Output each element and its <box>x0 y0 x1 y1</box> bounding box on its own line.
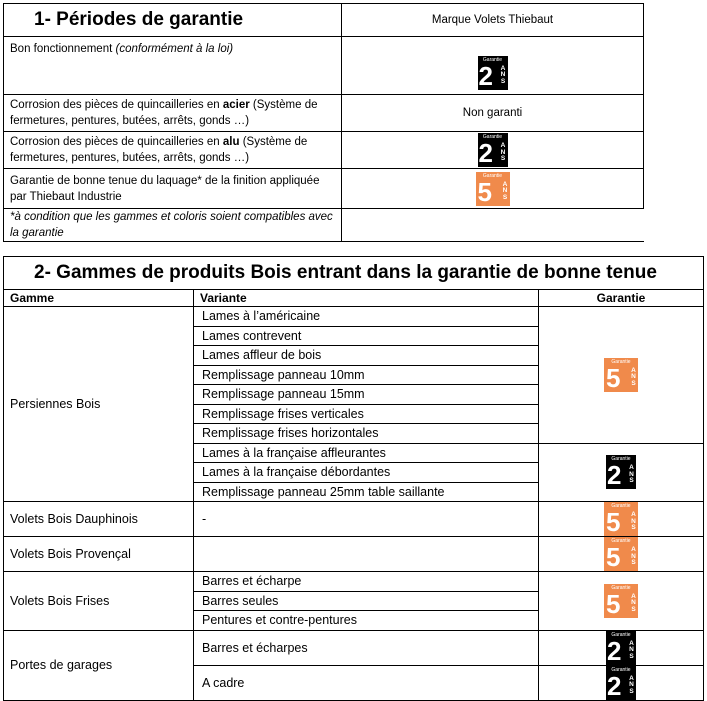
row-label: Bon fonctionnement <box>10 43 113 55</box>
variant-cell: Lames contrevent <box>194 326 539 346</box>
badge-header: Garantie <box>482 56 503 63</box>
garantie-cell <box>539 630 704 665</box>
row-corrosion-acier <box>4 95 342 132</box>
badge-number: 2 <box>478 138 493 168</box>
badge-number: 2 <box>607 635 622 666</box>
badge-header: Garantie <box>611 358 631 365</box>
badge-header: Garantie <box>611 503 631 509</box>
badge-unit: ANS <box>631 366 636 387</box>
badge-number: 5 <box>606 542 621 572</box>
variant-cell: Pentures et contre-pentures <box>194 611 539 631</box>
badge-unit: ANS <box>631 511 636 531</box>
footnote-empty <box>342 209 644 242</box>
variant-cell: Remplissage panneau 10mm <box>194 365 539 385</box>
variant-cell: Remplissage panneau 25mm table saillante <box>194 482 539 502</box>
warranty-2-years-badge <box>606 631 636 665</box>
variant-cell: Barres seules <box>194 591 539 611</box>
variant-cell: Remplissage panneau 15mm <box>194 385 539 405</box>
badge-number: 5 <box>606 507 621 537</box>
garantie-cell <box>539 443 704 502</box>
variant-cell: Barres et écharpe <box>194 572 539 592</box>
garantie-cell <box>539 307 704 444</box>
badge-cell <box>342 37 644 95</box>
non-garanti-value: Non garanti <box>342 95 644 132</box>
warranty-2-years-badge <box>606 666 636 700</box>
variant-cell: Lames affleur de bois <box>194 346 539 366</box>
warranty-5-years-badge <box>604 537 638 571</box>
badge-unit: ANS <box>629 464 634 485</box>
variant-cell: Barres et écharpes <box>194 630 539 665</box>
variant-cell: Lames à l’américaine <box>194 307 539 327</box>
row-bon-fonctionnement <box>4 37 342 95</box>
gamme-dauphinois: Volets Bois Dauphinois <box>4 502 194 537</box>
badge-number: 5 <box>606 588 621 619</box>
header-garantie: Garantie <box>539 290 704 307</box>
brand-header: Marque Volets Thiebaut <box>342 4 644 37</box>
row-laquage: Garantie de bonne tenue du laquage* de la finition appliquée par Thiebaut Industrie <box>4 169 342 209</box>
garantie-cell <box>539 665 704 700</box>
row-note: (conformément à la loi) <box>115 43 234 55</box>
row-label-bold: alu <box>222 136 240 148</box>
badge-header: Garantie <box>611 456 631 463</box>
variant-cell: Lames à la française débordantes <box>194 463 539 483</box>
warranty-5-years-badge <box>476 172 510 206</box>
garantie-cell <box>539 537 704 572</box>
warranty-5-years-badge <box>604 358 638 392</box>
badge-number: 5 <box>606 362 621 393</box>
badge-cell <box>342 169 644 209</box>
warranty-periods-table <box>3 3 644 242</box>
variant-cell: - <box>194 502 539 537</box>
badge-header: Garantie <box>482 172 503 179</box>
row-label-post: (Système de fermetures, pentures, butées, arrêts, gonds …) <box>10 136 308 164</box>
section1-title: 1- Périodes de garantie <box>4 4 342 37</box>
garantie-cell <box>539 502 704 537</box>
row-label-bold: acier <box>222 99 250 111</box>
warranty-2-years-badge <box>606 455 636 489</box>
badge-header: Garantie <box>611 584 631 591</box>
row-label-pre: Corrosion des pièces de quincailleries en <box>10 136 223 148</box>
gamme-provencal: Volets Bois Provençal <box>4 537 194 572</box>
badge-unit: ANS <box>629 674 634 695</box>
warranty-2-years-badge <box>478 56 508 90</box>
garantie-cell <box>539 572 704 631</box>
variant-cell: A cadre <box>194 665 539 700</box>
product-ranges-table <box>3 256 704 701</box>
badge-number: 2 <box>607 670 622 701</box>
badge-unit: ANS <box>629 639 634 660</box>
variant-cell: Remplissage frises verticales <box>194 404 539 424</box>
badge-unit: ANS <box>631 546 636 566</box>
badge-unit: ANS <box>500 64 506 85</box>
variant-cell <box>194 537 539 572</box>
badge-header: Garantie <box>611 666 631 673</box>
gamme-frises: Volets Bois Frises <box>4 572 194 631</box>
warranty-5-years-badge <box>604 584 638 618</box>
badge-cell <box>342 132 644 169</box>
warranty-5-years-badge <box>604 502 638 536</box>
gamme-persiennes: Persiennes Bois <box>4 307 194 502</box>
badge-number: 2 <box>607 460 622 491</box>
badge-header: Garantie <box>611 538 631 544</box>
variant-cell: Lames à la française affleurantes <box>194 443 539 463</box>
badge-number: 2 <box>478 60 493 91</box>
variant-cell: Remplissage frises horizontales <box>194 424 539 444</box>
gamme-garages: Portes de garages <box>4 630 194 700</box>
badge-unit: ANS <box>500 142 506 162</box>
warranty-2-years-badge <box>478 133 508 167</box>
row-label-pre: Corrosion des pièces de quincailleries en <box>10 99 223 111</box>
section2-title: 2- Gammes de produits Bois entrant dans la garantie de bonne tenue <box>4 257 704 290</box>
badge-header: Garantie <box>611 631 631 638</box>
row-corrosion-alu <box>4 132 342 169</box>
header-variante: Variante <box>194 290 539 307</box>
badge-number: 5 <box>477 176 492 207</box>
badge-unit: ANS <box>631 592 636 613</box>
badge-header: Garantie <box>482 134 503 140</box>
header-gamme: Gamme <box>4 290 194 307</box>
row-label-post: (Système de fermetures, pentures, butées, arrêts, gonds …) <box>10 99 318 127</box>
footnote: *à condition que les gammes et coloris soient compatibles avec la garantie <box>4 209 342 242</box>
badge-unit: ANS <box>502 180 508 201</box>
